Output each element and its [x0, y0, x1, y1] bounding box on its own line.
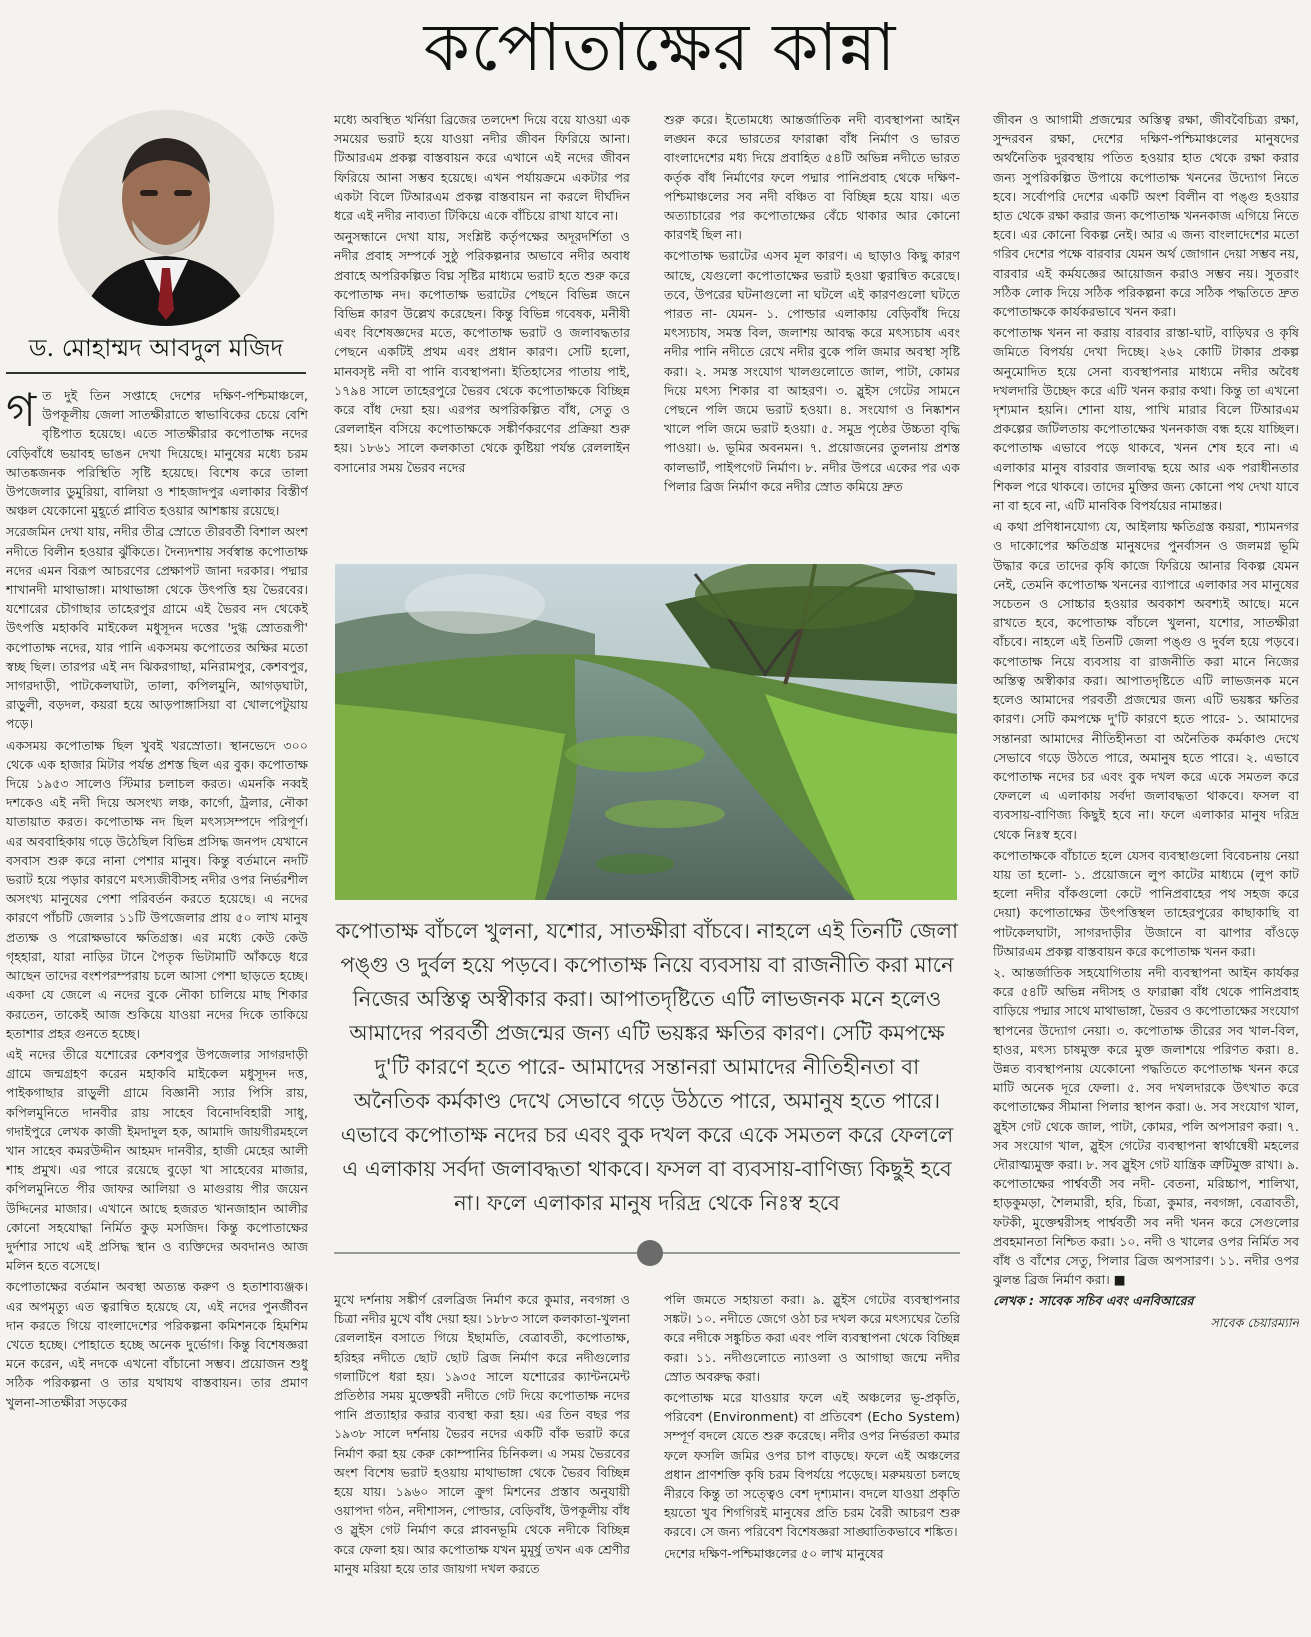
pull-quote: কপোতাক্ষ বাঁচলে খুলনা, যশোর, সাতক্ষীরা বাঁচবে। নাহলে এই তিনটি জেলা পঙ্গু ও দুর্বল হয়ে পড়বে। কপোতাক্ষ নিয়ে ব্যবসায় বা রাজনীতি করা মানে নিজের অস্তিত্ব অস্বীকার করা। আপাতদৃষ্টিতে এটি লাভজনক মনে হলেও আমাদের পরবর্তী প্রজন্মের জন্য এটি ভয়ঙ্কর ক্ষতির কারণ। সেটি কমপক্ষে দু'টি কারণে হতে পারে- আমাদের সন্তানরা আমাদের নীতিহীনতা বা অনৈতিক কর্মকাণ্ড দেখে সেভাবে গড়ে উঠতে পারে, অমানুষ হতে পারে। এভাবে কপোতাক্ষ নদের চর এবং বুক দখল করে একে সমতল করে ফেললে এ এলাকায় সর্বদা জলাবদ্ধতা থাকবে। ফসল বা ব্যবসায়-বাণিজ্য কিছুই হবে না। ফলে এলাকার মানুষ দরিদ্র থেকে নিঃস্ব হবে	[335, 919, 959, 1215]
paragraph: একসময় কপোতাক্ষ ছিল খুবই খরস্রোতা। স্থানভেদে ৩০০ থেকে এক হাজার মিটার পর্যন্ত প্রশস্ত ছিল এর বুক। কপোতাক্ষ দিয়ে ১৯৫৩ সালেও স্টিমার চলাচল করত। এমনকি নব্বই দশকেও এই নদী দিয়ে অসংখ্য লঞ্চ, কার্গো, ট্রলার, নৌকা যাতায়াত করত। কপোতাক্ষ নদ ছিল মৎস্যসম্পদে পরিপূর্ণ। এর অববাহিকায় গড়ে উঠেছিল বিভিন্ন প্রসিদ্ধ জনপদ যেখানে বসবাস শুরু করে নানা পেশার মানুষ। কিন্তু বর্তমানে নদটি ভরাট হয়ে পড়ার কারণে মৎস্যজীবীসহ নদীর ওপর নির্ভরশীল অসংখ্য মানুষের পেশা পরিবর্তন করতে হয়েছে। এ নদের কারণে পাঁচটি জেলার ১১টি উপজেলার প্রায় ৫০ লাখ মানুষ প্রত্যক্ষ ও পরোক্ষভাবে ক্ষতিগ্রস্ত। এর মধ্যে কেউ কেউ গৃহহারা, যারা নাড়ির টানে পৈতৃক ভিটামাটি আঁকড়ে ধরে আছেন তাদের বংশপরম্পরায় চলে আসা পেশা ছাড়তে হচ্ছে। একদা যে জেলে এ নদের বুকে নৌকা চালিয়ে মাছ শিকার করতেন, তাকেই আজ শুকিয়ে যাওয়া নদের দিকে তাকিয়ে হতাশার প্রহর গুনতে হচ্ছে।	[6, 737, 308, 1041]
author-credit-line2: সাবেক চেয়ারম্যান	[1210, 1314, 1299, 1330]
paragraph: জীবন ও আগামী প্রজন্মের অস্তিত্ব রক্ষা, জীববৈচিত্র্য রক্ষা, সুন্দরবন রক্ষা, দেশের দক্ষিণ-পশ্চিমাঞ্চলের মানুষদের অর্থনৈতিক দুরবস্থায় পতিত হওয়ার হাত থেকে রক্ষা করার জন্য সুপরিকল্পিত উপায়ে কপোতাক্ষ খননের উদ্যোগ নিতে হবে। সর্বোপরি দেশের একটি অংশ বিলীন বা পঙ্গু হওয়ার হাত থেকে রক্ষা করার জন্য কপোতাক্ষ খননকাজ এগিয়ে নিতে হবে। এর কোনো বিকল্প নেই। আর এ জন্য বাংলাদেশের মতো গরিব দেশের পক্ষে বারবার যেমন অর্থ জোগান দেয়া সম্ভব নয়, বারবার এই কর্মযজ্ঞের আয়োজন করাও সম্ভব নয়। সুতরাং সঠিক লোক দিয়ে সঠিক পরিকল্পনা করে সঠিক পদ্ধতিতে দ্রুত কপোতাক্ষকে কার্যকরভাবে খনন করা।	[993, 112, 1299, 320]
divider-dot-icon	[637, 1240, 663, 1266]
author-photo	[58, 110, 274, 326]
drop-cap: গ	[6, 386, 37, 437]
river-image	[335, 564, 957, 900]
paragraph: ২. আন্তর্জাতিক সহযোগিতায় নদী ব্যবস্থাপনা আইন কার্যকর করে ৫৪টি অভিন্ন নদীসহ ও ফারাক্কা বাঁধ থেকে পানিপ্রবাহ বাড়িয়ে পদ্মার সাথে মাথাভাঙ্গা, ভৈরব ও কপোতাক্ষের সংযোগ স্থাপনের উদ্যোগ নেয়া। ৩. কপোতাক্ষ তীরের সব খাল-বিল, হাওর, মৎস্য চাষমুক্ত করে মুক্ত জলাশয়ে পরিণত করা। ৪. উন্নত ব্যবস্থাপনায় যেকোনো পদ্ধতিতে কপোতাক্ষ খনন করে মাটি অনেক দূরে ফেলা। ৫. সব দখলদারকে উৎখাত করে কপোতাক্ষের সীমানা পিলার স্থাপন করা। ৬. সব সংযোগ খাল, স্লুইস গেট থেকে জাল, পাটা, কোমর, পলি অপসারণ করা। ৭. সব সংযোগ খাল, স্লুইস গেটের ব্যবস্থাপনা স্বার্থান্বেষী মহলের দৌরাত্ম্যমুক্ত করা। ৮. সব স্লুইস গেট যান্ত্রিক ত্রুটিমুক্ত রাখা। ৯. কপোতাক্ষের পার্শ্ববর্তী সব নদী- বেতনা, মরিচ্চাপ, শালিখা, হাড়কুমড়া, শৈলমারী, হরি, চিত্রা, কুমার, নবগঙ্গা, বেত্রাবতী, ফটকী, মুক্তেশ্বরীসহ পার্শ্ববর্তী সব নদী খনন করে সেগুলোর প্রবহমানতা নিশ্চিত করা। ১০. নদী ও খালের ওপর নির্মিত সব বাঁধ ও বাঁশের সেতু, পিলার ব্রিজ অপসারণ। ১১. নদীর ওপর ঝুলন্ত ব্রিজ নির্মাণ করা। ■	[993, 964, 1299, 1288]
paragraph: কপোতাক্ষ ভরাটের এসব মূল কারণ। এ ছাড়াও কিছু কারণ আছে, যেগুলো কপোতাক্ষের ভরাট হওয়া ত্বরান্বিত করেছে। তবে, উপরের ঘটনাগুলো না ঘটলে এই কারণগুলো ঘটতে পারত না- যেমন- ১. পোল্ডার এলাকায় বেড়িবাঁধ দিয়ে মৎস্যচাষ, সমস্ত বিল, জলাশয় আবদ্ধ করে মৎস্যচাষ এবং নদীর পানি নদীতে রেখে নদীর বুকে পলি জমার অবস্থা সৃষ্টি করা। ২. সমস্ত সংযোগ খালগুলোতে জাল, পাটা, কোমর দিয়ে মৎস্য শিকার বা আহরণ। ৩. স্লুইস গেটের সামনে পেছনে পলি জমে ভরাট হওয়া। ৪. সংযোগ ও নিষ্কাশন খালে পলি জমে ভরাট হওয়া। ৫. সমুদ্র পৃষ্ঠের উচ্চতা বৃদ্ধি পাওয়া। ৬. ভূমির অবনমন। ৭. প্রয়োজনের তুলনায় প্রশস্ত কালভার্ট, পাইপগেট নির্মাণ। ৮. নদীর উপরে একের পর এক পিলার ব্রিজ নির্মাণ করে নদীর স্রোত কমিয়ে দ্রুত	[664, 248, 960, 494]
paragraph: শুরু করে। ইতোমধ্যে আন্তর্জাতিক নদী ব্যবস্থাপনা আইন লঙ্ঘন করে ভারতের ফারাক্কা বাঁধ নির্মাণ ও ভারত বাংলাদেশের মধ্য দিয়ে প্রবাহিত ৫৪টি অভিন্ন নদীতে ভারত কর্তৃক বাঁধ নির্মাণের ফলে পদ্মার পানিপ্রবাহ থেকে দক্ষিণ-পশ্চিমাঞ্চলের সব নদী বঞ্চিত বা বিচ্ছিন্ন হয়ে যায়। এত অত্যাচারের পর কপোতাক্ষের বেঁচে থাকার আর কোনো কারণই ছিল না।	[664, 112, 960, 243]
author-divider	[6, 372, 306, 374]
column-2-top	[334, 110, 630, 550]
author-name: ড. মোহাম্মদ আবদুল মজিদ	[28, 334, 284, 362]
paragraph: কপোতাক্ষের বর্তমান অবস্থা অত্যন্ত করুণ ও হতাশাব্যঞ্জক। এর অপমৃত্যু এত ত্বরান্বিত হয়েছে যে, এই নদের পুনর্জীবন দান করতে গিয়ে বাংলাদেশের পরিকল্পনা কমিশনকে হিমশিম খেতে হচ্ছে। পোহাতে হচ্ছে অনেক দুর্ভোগ। কিন্তু বিশেষজ্ঞরা মনে করেন, এই নদকে এখনো বাঁচানো সম্ভব। প্রয়োজন শুধু সঠিক পরিকল্পনা ও তার যথাযথ বাস্তবায়ন। তার প্রমাণ খুলনা-সাতক্ষীরা সড়কের	[6, 1279, 308, 1410]
paragraph: সরেজমিন দেখা যায়, নদীর তীব্র স্রোতে তীরবর্তী বিশাল অংশ নদীতে বিলীন হওয়ার ঝুঁকিতে। দৈন্যদশায় সর্বস্বান্ত কপোতাক্ষ নদের এমন বিরূপ আচরণের প্রেক্ষাপট জানা দরকার। পদ্মার শাখানদী মাথাভাঙ্গা। মাথাভাঙ্গা থেকে উৎপত্তি হয় ভৈরবের। যশোরের চৌগাছার তাহেরপুর গ্রামে এই ভৈরব নদ থেকেই উৎপত্তি মহাকবি মাইকেল মধুসূদন দত্তের 'দুগ্ধ স্রোতরূপী' কপোতাক্ষ নদের, যার পানি একসময় কপোতের অক্ষির মতো স্বচ্ছ ছিল। তারপর এই নদ ঝিকরগাছা, মনিরামপুর, কেশবপুর, সাগরদাড়ী, পাটকেলঘাটা, তালা, কপিলমুনি, আগড়ঘাটা, রাড়ুলী, বড়দল, কয়রা হয়ে আড়পাঙ্গাসিয়া বা খোলপেটুয়ায় পড়ে।	[6, 524, 308, 732]
column-3-bottom	[664, 1290, 960, 1634]
headline: কপোতাক্ষের কান্না	[423, 9, 897, 86]
paragraph: কপোতাক্ষ খনন না করায় বারবার রাস্তা-ঘাট, বাড়িঘর ও কৃষি জমিতে বিপর্যয় দেখা দিচ্ছে। ২৬২ কোটি টাকার প্রকল্প অনুমোদিত হয়ে সেনা ব্যবস্থাপনার মাধ্যমে নদীর অবৈধ দখলদারি উচ্ছেদ করে এটি খনন করার কথা। কিন্তু তা এখনো দৃশ্যমান হয়নি। শোনা যায়, পাখি মারার বিলে টিআরএম প্রকল্পের জটিলতায় কপোতাক্ষের খননকাজ বন্ধ হয়ে যাচ্ছিল। কপোতাক্ষ এভাবে পড়ে থাকবে, খনন শেষ হবে না। এ এলাকার মানুষ বারবার জলাবদ্ধ হয়ে আর এক পরাধীনতার শিকল পরে থাকবে। তাদের মুক্তির জন্য কোনো পথ দেখা যাবে না বা হবে না, এটি মানবিক বিপর্যয়ের নামান্তর।	[993, 325, 1299, 514]
paragraph: মধ্যে অবস্থিত খর্নিয়া ব্রিজের তলদেশ দিয়ে বয়ে যাওয়া এক সময়ের ভরাট হয়ে যাওয়া নদীর জীবন ফিরিয়ে আনা। টিআরএম প্রকল্প বাস্তবায়ন করে এখানে এই নদের জীবন ফিরিয়ে আনা সম্ভব হয়েছে। এখন পর্যায়ক্রমে একটার পর একটা বিলে টিআরএম প্রকল্প বাস্তবায়ন না করলে দীর্ঘদিন ধরে এই নদীর নাব্যতা টিকিয়ে একে বাঁচিয়ে রাখা যাবে না।	[334, 112, 630, 224]
author-portrait-image	[58, 110, 274, 326]
column-4	[993, 110, 1299, 1570]
paragraph: এই নদের তীরে যশোরের কেশবপুর উপজেলার সাগরদাড়ী গ্রামে জন্মগ্রহণ করেন মহাকবি মাইকেল মধুসূদন দত্ত, পাইকগাছার রাড়ুলী গ্রামে বিজ্ঞানী স্যার পিসি রায়, কপিলমুনিতে দানবীর রায় সাহেব বিনোদবিহারী সাধু, গদাইপুরে লেখক কাজী ইমদাদুল হক, আমাদি জায়গীরমহলে খান সাহেব কমরউদ্দীন আহমদ দানবীর, হাজী মেহের আলী শাহ প্রমুখ। এর পারে রয়েছে বুড়ো খা সাহেবের মাজার, কপিলমুনিতে পীর জাফর আলিয়া ও মাগুরায় পীর জয়েন উদ্দিনের মাজার। এখানে আছে হজরত খানজাহান আলীর কোনো সহযোদ্ধা নির্মিত কুড় মসজিদ। কিন্তু কপোতাক্ষের দুর্দশার সাথে এই প্রসিদ্ধ স্থান ও ব্যক্তিদের অবদানও আজ মলিন হতে বসেছে।	[6, 1046, 308, 1274]
paragraph: মুখে দর্শনায় সঙ্কীর্ণ রেলব্রিজ নির্মাণ করে কুমার, নবগঙ্গা ও চিত্রা নদীর মুখে বাঁধ দেয়া হয়। ১৮৮৩ সালে কলকাতা-খুলনা রেললাইন বসাতে গিয়ে ইছামতি, বেত্রাবতী, কপোতাক্ষ, হরিহর নদীতে ছোট ছোট ব্রিজ নির্মাণ করে নদীগুলোর গলাটিপে ধরা হয়। ১৯৩৫ সালে যশোরের ক্যান্টনমেন্ট প্রতিষ্ঠার সময় মুক্তেশ্বরী নদীতে গেট দিয়ে কপোতাক্ষ নদের পানি প্রত্যাহার করার ব্যবস্থা করা হয়। এর তিন বছর পর ১৯৩৮ সালে দর্শনায় ভৈরব নদের একটি বাঁক ভরাট করে নির্মাণ করা হয় কেরু কোম্পানির চিনিকল। এ সময় ভৈরবের অংশ বিশেষ ভরাট হওয়ায় মাথাভাঙ্গা থেকে ভৈরব বিচ্ছিন্ন হয়ে যায়। ১৯৬০ সালে ক্রুগ মিশনের প্রস্তাব অনুযায়ী ওয়াপদা গঠন, নদীশাসন, পোল্ডার, বেড়িবাঁধ, উপকূলীয় বাঁধ ও স্লুইস গেট নির্মাণ করে প্লাবনভূমি থেকে নদীকে বিচ্ছিন্ন করে ফেলা হয়। আর কপোতাক্ষ যখন মুমূর্ষু তখন এক শ্রেণীর মানুষ মরিয়া হয়ে তার জায়গা দখল করতে	[334, 1292, 630, 1576]
paragraph: গত দুই তিন সপ্তাহে দেশের দক্ষিণ-পশ্চিমাঞ্চলে, উপকূলীয় জেলা সাতক্ষীরাতে স্বাভাবিকের চেয়ে বেশি বৃষ্টিপাত হয়েছে। এতে সাতক্ষীরার কপোতাক্ষ নদের বেড়িবাঁধে ভয়াবহ ভাঙন দেখা দিয়েছে। মানুষের মধ্যে চরম আতঙ্কজনক পরিস্থিতি সৃষ্টি হয়েছে। বিশেষ করে তালা উপজেলার ডুমুরিয়া, বালিয়া ও শাহজাদপুর এলাকার বিস্তীর্ণ অঞ্চল যেকোনো মুহূর্তে প্লাবিত হওয়ার আশঙ্কায় রয়েছে।	[6, 386, 308, 519]
paragraph: দেশের দক্ষিণ-পশ্চিমাঞ্চলের ৫০ লাখ মানুষের	[664, 1545, 884, 1561]
paragraph: কপোতাক্ষ মরে যাওয়ার ফলে এই অঞ্চলের ভূ-প্রকৃতি, পরিবেশ (Environment) বা প্রতিবেশ (Echo System) সম্পূর্ণ বদলে যেতে শুরু করেছে। নদীর ওপর নির্ভরতা কমার ফলে ফসলি জমির ওপর চাপ বাড়ছে। ফলে এই অঞ্চলের প্রধান প্রাণশক্তি কৃষি চরম বিপর্যয়ে পড়েছে। মরুময়তা চলছে নীরবে কিন্তু তা সত্ত্বেও বেশ দৃশ্যমান। বদলে যাওয়া প্রকৃতি হয়তো খুব শিগগিরই মানুষের প্রতি চরম বৈরী আচরণ শুরু করবে। সে জন্য পরিবেশ বিশেষজ্ঞরা সাঙ্ঘাতিকভাবে শঙ্কিত।	[664, 1390, 960, 1540]
column-1	[6, 386, 308, 1636]
column-3-top	[664, 110, 960, 550]
column-2-bottom	[334, 1290, 630, 1634]
paragraph: পলি জমতে সহায়তা করা। ৯. স্লুইস গেটের ব্যবস্থাপনার সঙ্কট। ১০. নদীতে জেগে ওঠা চর দখল করে মৎস্যঘের তৈরি করে নদীকে সঙ্কুচিত করা এবং পলি ব্যবস্থাপনা থেকে বিচ্ছিন্ন করা। ১১. নদীগুলোতে ন্যাওলা ও আগাছা জন্মে নদীর স্রোত অবরুদ্ধ করা।	[664, 1292, 960, 1384]
paragraph: অনুসন্ধানে দেখা যায়, সংশ্লিষ্ট কর্তৃপক্ষের অদূরদর্শিতা ও নদীর প্রবাহ সম্পর্কে সুষ্ঠু পরিকল্পনার অভাবে নদীর অবাধ প্রবাহে অপরিকল্পিত বিঘ্ন সৃষ্টির মাধ্যমে ভরাট হতে শুরু করে কপোতাক্ষ নদ। কপোতাক্ষ ভরাটের পেছনে বিভিন্ন জনে বিভিন্ন কারণ উল্লেখ করেছেন। কিন্তু বিভিন্ন গবেষক, মনীষী এবং বিশেষজ্ঞদের মতে, কপোতাক্ষ ভরাট ও জলাবদ্ধতার পেছনে একটিই প্রথম এবং প্রধান কারণ। সেটি হলো, মানবসৃষ্ট নদী বা পানি ব্যবস্থাপনা। ইতিহাসের পাতায় পাই, ১৭৯৪ সালে তাহেরপুরে ভৈরব থেকে কপোতাক্ষকে বিচ্ছিন্ন করে বাঁধ দেয়া হয়। এরপর অপরিকল্পিত বাঁধ, সেতু ও রেললাইন বসিয়ে কপোতাক্ষকে সঙ্কীর্ণকরণের প্রক্রিয়া শুরু হয়। ১৮৬১ সালে কলকাতা থেকে কুষ্টিয়া পর্যন্ত রেললাইন বসানোর সময় ভৈরব নদের	[334, 229, 630, 475]
river-photo	[335, 564, 957, 900]
paragraph: কপোতাক্ষকে বাঁচাতে হলে যেসব ব্যবস্থাগুলো বিবেচনায় নেয়া যায় তা হলো- ১. প্রয়োজনে লুপ কাটের মাধ্যমে (লুপ কাট হলো নদীর বাঁকগুলো কেটে পানিপ্রবাহের পথ সহজ করে দেয়া) কপোতাক্ষের উৎপত্তিস্থল তাহেরপুরের কাছাকাছি বা পাটকেলঘাটা, সাগরদাড়ীর উজানে বা ঝাপার বাঁওড়ে টিআরএম প্রকল্প বাস্তবায়ন করে কপোতাক্ষ খনন করা।	[993, 847, 1299, 959]
author-credit: লেখক : সাবেক সচিব এবং এনবিআরের	[993, 1293, 1194, 1309]
paragraph: এ কথা প্রণিধানযোগ্য যে, আইলায় ক্ষতিগ্রস্ত কয়রা, শ্যামনগর ও দাকোপের ক্ষতিগ্রস্ত মানুষদের পুনর্বাসন ও জলমগ্ন ভূমি উদ্ধার করে তাদের কৃষি কাজে ফিরিয়ে আনার বিকল্প যেমন নেই, তেমনি কপোতাক্ষ খননের ব্যাপারে এলাকার সব মানুষের সচেতন ও সোচ্চার হওয়ার অবকাশ অবশ্যই আছে। মনে রাখতে হবে, কপোতাক্ষ বাঁচলে খুলনা, যশোর, সাতক্ষীরা বাঁচবে। নাহলে এই তিনটি জেলা পঙ্গু ও দুর্বল হয়ে পড়বে। কপোতাক্ষ নিয়ে ব্যবসায় বা রাজনীতি করা মানে নিজের অস্তিত্ব অস্বীকার করা। আপাতদৃষ্টিতে এটি লাভজনক মনে হলেও আমাদের পরবর্তী প্রজন্মের জন্য এটি ভয়ঙ্কর ক্ষতির কারণ। সেটি কমপক্ষে দু'টি কারণে হতে পারে- ১. আমাদের সন্তানরা আমাদের নীতিহীনতা বা অনৈতিক কর্মকাণ্ড দেখে সেভাবে গড়ে উঠতে পারে, অমানুষ হতে পারে। ২. এভাবে কপোতাক্ষ নদের চর এবং বুক দখল করে একে সমতল করে ফেললে এ এলাকায় সর্বদা জলাবদ্ধতা থাকবে। ফসল বা ব্যবসায়-বাণিজ্য কিছুই হবে না। ফলে এলাকার মানুষ দরিদ্র থেকে নিঃস্ব হবে।	[993, 519, 1299, 842]
